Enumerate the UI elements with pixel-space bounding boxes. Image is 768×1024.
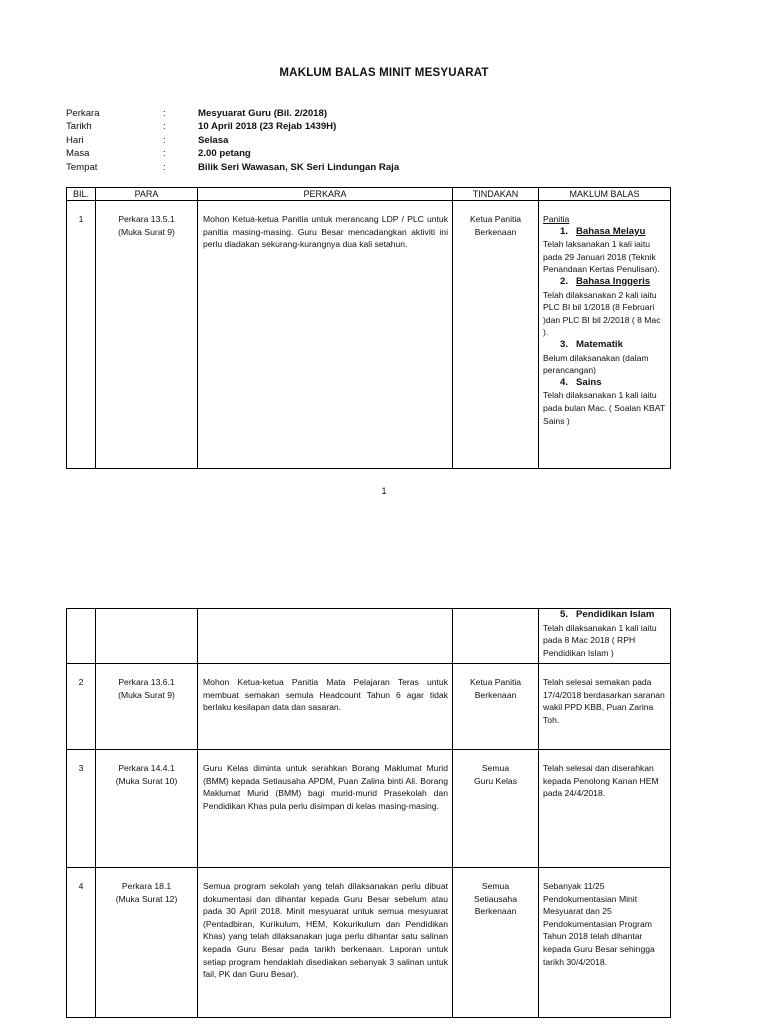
meta-value: 10 April 2018 (23 Rejab 1439H) [198,121,337,133]
minutes-table-page-1 [66,187,671,469]
panitia-label: Panitia [543,214,570,224]
cell-perkara: Semua program sekolah yang telah dilaksanakan perlu dibuat dokumentasi dan dihantar kepada Guru Besar sebelum atau pada 30 April 2018. Minit mesyuarat untuk semua mesyuarat (Pentadbiran, Kurikulum, HEM, Kokurikulum dan Pendidikan Khas) yang telah dilaksanakan juga perlu dihantar satu salinan kepada Guru Besar pada tarikh berkenaan. Laporan untuk setiap program hendaklah disediakan sebanyak 3 salinan untuk fail, PK dan Guru Besar). [198,868,453,1018]
meta-value: Selasa [198,134,229,146]
cell-bil: 1 [67,201,96,469]
cell-maklum-balas: Telah selesai semakan pada 17/4/2018 berdasarkan saranan wakil PPD KBB, Puan Zarina Toh. [539,664,671,750]
cell-maklum-balas [539,609,671,664]
table-row [67,664,671,750]
subject-name: Pendidikan Islam [576,609,655,620]
cell-maklum-balas: Telah selesai dan diserahkan kepada Penolong Kanan HEM pada 24/4/2018. [539,750,671,868]
meta-label: Tempat [66,161,98,173]
tindakan-line: Berkenaan [474,906,517,917]
tindakan-line: Semua [481,763,510,773]
subject-status: Telah dilaksanakan 2 kali iaitu PLC BI bil 1/2018 (8 Februari )dan PLC BI bil 2/2018 ( 8 Mac ). [543,289,661,338]
cell-bil: 2 [67,664,96,750]
cell-tindakan [453,664,539,750]
tindakan-line: Setiausaha [473,893,517,904]
para-ref: Perkara 13.6.1 [118,677,175,687]
item-number: 2. [560,275,569,287]
tindakan-line: Ketua Panitia [469,214,522,224]
meta-colon: : [163,134,166,146]
subject-name: Bahasa Inggeris [576,275,651,287]
meta-colon: : [163,121,166,133]
para-page: (Muka Surat 9) [118,689,175,700]
tindakan-line: Berkenaan [474,226,517,237]
minutes-table-page-2 [66,608,671,1018]
para-page: (Muka Surat 12) [115,893,178,904]
subject-status: Telah laksanakan 1 kali iaitu pada 29 Januari 2018 (Teknik Penandaan Kertas Penulisan). [543,239,660,275]
cell-perkara: Mohon Ketua-ketua Panitia Mata Pelajaran Teras untuk membuat semakan semula Headcount Tahun 6 agar tidak berlaku kesilapan data dan sasaran. [198,664,453,750]
item-number: 3. [560,338,569,350]
subject-heading [543,339,667,352]
cell-para [96,868,198,1018]
meta-value: 2.00 petang [198,148,251,160]
tindakan-line: Semua [481,881,510,891]
table-row [67,750,671,868]
cell-para [96,750,198,868]
header-maklum-balas: MAKLUM BALAS [539,188,671,201]
header-perkara: PERKARA [198,188,453,201]
item-number: 4. [560,376,569,388]
subject-heading [543,609,667,622]
cell-para [96,609,198,664]
subject-name: Sains [576,376,602,388]
item-number: 1. [560,225,569,237]
subject-status: Belum dilaksanakan (dalam perancangan) [543,352,649,376]
cell-tindakan [453,201,539,469]
meta-label: Tarikh [66,121,92,133]
cell-maklum-balas [539,201,671,469]
header-tindakan: TINDAKAN [453,188,539,201]
meta-value: Mesyuarat Guru (Bil. 2/2018) [198,108,328,119]
cell-perkara: Guru Kelas diminta untuk serahkan Borang Maklumat Murid (BMM) kepada Setiausaha APDM, Puan Zalina binti Ali. Borang Maklumat Murid (BMM) bagi murid-murid Prasekolah dan Pendidikan Khas pula perlu disimpan di kelas masing-masing. [198,750,453,868]
header-bil: BIL. [67,188,96,201]
meta-label: Masa [66,148,90,160]
cell-tindakan [453,609,539,664]
meta-colon: : [163,148,166,160]
subject-status: Telah dilaksanakan 1 kali iaitu pada bulan Mac. ( Soalan KBAT Sains ) [543,390,665,426]
subject-name: Matematik [576,338,623,350]
item-number: 5. [560,609,569,620]
para-page: (Muka Surat 10) [115,775,178,786]
subject-name: Bahasa Melayu [576,225,646,237]
tindakan-line: Berkenaan [474,689,517,700]
tindakan-line: Guru Kelas [474,775,517,786]
cell-tindakan [453,750,539,868]
table-row [67,609,671,664]
cell-tindakan [453,868,539,1018]
tindakan-line: Ketua Panitia [469,677,522,687]
cell-bil: 4 [67,868,96,1018]
meta-label: Perkara [66,108,100,119]
cell-para [96,664,198,750]
cell-para [96,201,198,469]
para-ref: Perkara 18.1 [121,881,172,891]
header-para: PARA [96,188,198,201]
meta-colon: : [163,161,166,173]
subject-heading [543,276,667,289]
subject-heading [543,226,667,239]
meta-value: Bilik Seri Wawasan, SK Seri Lindungan Raja [198,161,400,173]
subject-heading [543,377,667,390]
meta-label: Hari [66,134,84,146]
para-ref: Perkara 13.5.1 [118,214,175,224]
cell-perkara: Mohon Ketua-ketua Panitia untuk merancang LDP / PLC untuk panitia masing-masing. Guru Besar mencadangkan aktiviti ini perlu diadakan sekurang-kurangnya dua kali setahun. [198,201,453,469]
para-ref: Perkara 14.4.1 [118,763,175,773]
meta-colon: : [163,108,166,119]
para-page: (Muka Surat 9) [118,226,175,237]
table-row [67,201,671,469]
cell-bil: 3 [67,750,96,868]
cell-maklum-balas: Sebanyak 11/25 Pendokumentasian Minit Mesyuarat dan 25 Pendokumentasian Program Tahun 2018 telah dihantar kepada Guru Besar sehingga tarikh 30/4/2018. [539,868,671,1018]
table-header-row [67,188,671,201]
cell-perkara [198,609,453,664]
page-number: 1 [381,486,387,496]
subject-status: Telah dilaksanakan 1 kali iaitu pada 8 Mac 2018 ( RPH Pendidikan Islam ) [543,622,657,658]
cell-bil [67,609,96,664]
table-row [67,868,671,1018]
document-title: MAKLUM BALAS MINIT MESYUARAT [279,67,489,79]
